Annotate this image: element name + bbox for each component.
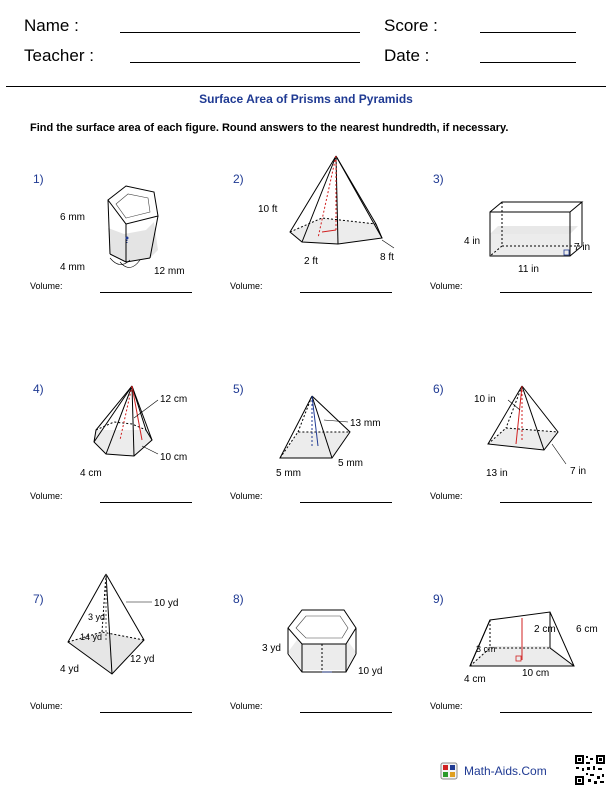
answer-label: Volume: [30, 281, 63, 291]
dimension-label: 13 in [486, 468, 508, 479]
dimension-label: 10 yd [358, 666, 383, 677]
answer-blank[interactable] [300, 292, 392, 293]
dimension-label: 13 mm [350, 418, 381, 429]
dimension-label: 12 cm [160, 394, 188, 405]
calculator-icon [440, 762, 460, 780]
date-field[interactable] [480, 62, 576, 63]
answer-blank[interactable] [500, 502, 592, 503]
problem-number: 8) [233, 592, 244, 606]
figure-triangular-pyramid [56, 570, 206, 680]
answer-label: Volume: [230, 701, 263, 711]
dimension-label: 3 yd [88, 612, 106, 622]
score-label: Score : [384, 16, 438, 35]
dimension-label: 4 in [464, 236, 481, 247]
dimension-label: 4 yd [60, 664, 79, 675]
dimension-label: 8 ft [380, 252, 394, 263]
problem-number: 1) [33, 172, 44, 186]
answer-label: Volume: [230, 281, 263, 291]
instructions: Find the surface area of each figure. Round answers to the nearest hundredth, if necessary. [30, 122, 509, 134]
dimension-label: 10 in [474, 394, 496, 405]
answer-blank[interactable] [300, 502, 392, 503]
problem-number: 2) [233, 172, 244, 186]
answer-label: Volume: [430, 701, 463, 711]
answer-blank[interactable] [100, 292, 192, 293]
answer-label: Volume: [430, 491, 463, 501]
worksheet-title: Surface Area of Prisms and Pyramids [199, 92, 413, 106]
figure-rectangular-pyramid [466, 384, 606, 479]
answer-blank[interactable] [100, 712, 192, 713]
dimension-label: 11 in [518, 264, 539, 275]
dimension-label: 7 in [574, 242, 591, 253]
teacher-label: Teacher : [24, 46, 94, 65]
answer-blank[interactable] [300, 712, 392, 713]
dimension-label: 4 mm [60, 262, 85, 273]
dimension-label: 2 ft [304, 256, 318, 267]
date-label: Date : [384, 46, 430, 65]
dimension-label: 10 ft [258, 204, 278, 215]
answer-label: Volume: [30, 491, 63, 501]
name-field[interactable] [120, 32, 360, 33]
name-label: Name : [24, 16, 79, 35]
problem-number: 6) [433, 382, 444, 396]
dimension-label: 12 mm [154, 266, 185, 277]
answer-blank[interactable] [500, 712, 592, 713]
answer-label: Volume: [230, 491, 263, 501]
problem-number: 3) [433, 172, 444, 186]
answer-blank[interactable] [500, 292, 592, 293]
dimension-label: 3 yd [262, 643, 281, 654]
dimension-label: 3 cm [476, 644, 496, 654]
answer-label: Volume: [430, 281, 463, 291]
answer-blank[interactable] [100, 502, 192, 503]
dimension-label: 5 mm [338, 458, 363, 469]
dimension-label: 7 in [570, 466, 587, 477]
dimension-label: 6 cm [576, 624, 598, 635]
figure-pentagonal-prism [50, 178, 210, 278]
figure-triangular-prism [462, 604, 610, 690]
dimension-label: 12 yd [130, 654, 155, 665]
dimension-label: 5 mm [276, 468, 301, 479]
figure-rectangular-prism [460, 196, 610, 276]
score-field[interactable] [480, 32, 576, 33]
qr-code-icon [574, 754, 606, 786]
dimension-label: 10 cm [160, 452, 188, 463]
brand-footer: Math-Aids.Com [464, 764, 547, 778]
figure-hexagonal-prism [258, 598, 408, 688]
dimension-label: 10 yd [154, 598, 179, 609]
problem-number: 9) [433, 592, 444, 606]
header-divider [6, 86, 606, 87]
dimension-label: 14 yd [80, 632, 103, 642]
dimension-label: 4 cm [80, 468, 102, 479]
answer-label: Volume: [30, 701, 63, 711]
problem-number: 5) [233, 382, 244, 396]
figure-square-pyramid [262, 392, 402, 482]
problem-number: 4) [33, 382, 44, 396]
figure-pentagonal-pyramid [252, 152, 412, 272]
dimension-label: 6 mm [60, 212, 85, 223]
problem-number: 7) [33, 592, 44, 606]
figure-hexagonal-pyramid [70, 382, 210, 482]
dimension-label: 2 cm [534, 624, 556, 635]
teacher-field[interactable] [130, 62, 360, 63]
dimension-label: 10 cm [522, 668, 550, 679]
dimension-label: 4 cm [464, 674, 486, 685]
